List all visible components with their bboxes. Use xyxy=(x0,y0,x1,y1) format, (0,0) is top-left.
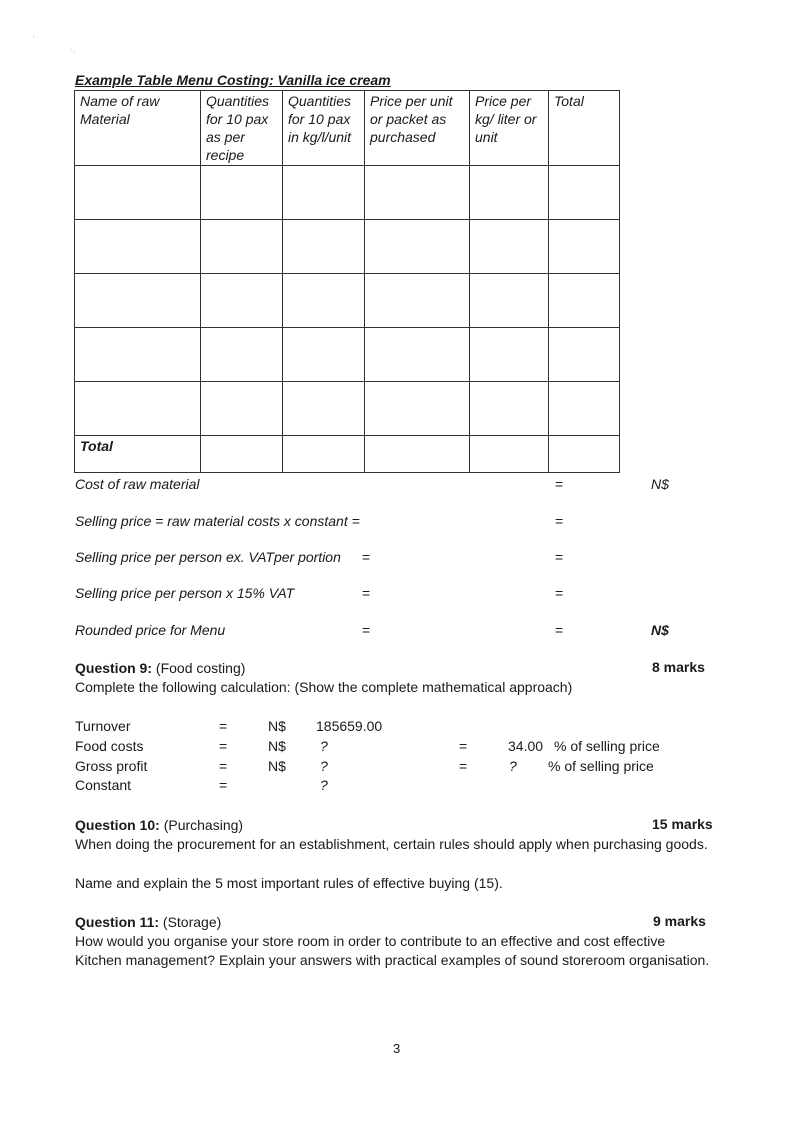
table-row xyxy=(75,220,620,274)
equals-sign: = xyxy=(219,777,228,793)
header-cell: Name of raw Material xyxy=(75,91,201,166)
table-row xyxy=(75,328,620,382)
currency-label: N$ xyxy=(268,718,286,734)
calc-label: Selling price = raw material costs x constant = xyxy=(75,513,360,529)
header-cell: Quantities for 10 pax in kg/l/unit xyxy=(283,91,365,166)
question-11-topic: (Storage) xyxy=(162,914,222,930)
unknown-value: ? xyxy=(320,738,328,754)
table-title: Example Table Menu Costing: Vanilla ice cream xyxy=(75,72,391,88)
equals-sign: = xyxy=(555,622,564,638)
unknown-value: ? xyxy=(320,777,328,793)
unknown-value: ? xyxy=(320,758,328,774)
row-label: Turnover xyxy=(75,718,131,734)
percent-label: % of selling price xyxy=(554,738,660,754)
equals-sign: = xyxy=(362,585,371,601)
question-9-heading xyxy=(75,659,715,678)
equals-sign: = xyxy=(555,585,564,601)
question-10-task: Name and explain the 5 most important rules of effective buying (15). xyxy=(75,875,503,891)
question-9-title: Question 9: xyxy=(75,660,153,676)
percent-value: 34.00 xyxy=(508,738,544,754)
turnover-value: 185659.00 xyxy=(316,718,383,734)
question-9-instruction: Complete the following calculation: (Show the complete mathematical approach) xyxy=(75,679,573,695)
table-row xyxy=(75,382,620,436)
header-cell: Price per kg/ liter or unit xyxy=(470,91,549,166)
equals-sign: = xyxy=(362,622,371,638)
equals-sign: = xyxy=(555,549,564,565)
question-10-text: When doing the procurement for an establishment, certain rules should apply when purchasing goods. xyxy=(75,836,708,852)
equals-sign: = xyxy=(219,718,228,734)
header-cell: Quantities for 10 pax as per recipe xyxy=(201,91,283,166)
table-header-row xyxy=(75,91,620,166)
equals-sign: = xyxy=(219,758,228,774)
question-10-marks: 15 marks xyxy=(652,816,713,832)
table-row xyxy=(75,274,620,328)
question-9-topic: (Food costing) xyxy=(155,660,246,676)
scan-mark: ·. xyxy=(70,44,76,54)
question-10-title: Question 10: xyxy=(75,817,160,833)
total-label: Total xyxy=(75,436,201,473)
currency-label: N$ xyxy=(268,738,286,754)
question-10-topic: (Purchasing) xyxy=(163,817,244,833)
question-11-heading xyxy=(75,913,715,932)
question-11-marks: 9 marks xyxy=(653,913,706,929)
row-label: Constant xyxy=(75,777,132,793)
question-11-text: How would you organise your store room in order to contribute to an effective and cost effective Kitchen management? Explain your answers with practical examples of sound storeroom organisation. xyxy=(75,933,710,968)
page-number: 3 xyxy=(393,1041,401,1056)
header-cell: Price per unit or packet as purchased xyxy=(365,91,470,166)
equals-sign: = xyxy=(555,513,564,529)
question-9-marks: 8 marks xyxy=(652,659,705,675)
question-11-title: Question 11: xyxy=(75,914,160,930)
question-10-heading xyxy=(75,816,715,835)
costing-table xyxy=(74,90,620,473)
table-total-row xyxy=(75,436,620,473)
row-label: Food costs xyxy=(75,738,144,754)
equals-sign: = xyxy=(459,758,468,774)
equals-sign: = xyxy=(555,476,564,492)
calc-label: Rounded price for Menu xyxy=(75,622,226,638)
currency-label: N$ xyxy=(268,758,286,774)
header-cell: Total xyxy=(549,91,620,166)
scan-mark: ′ xyxy=(33,34,35,44)
calc-label: Selling price per person ex. VATper portion xyxy=(75,549,341,565)
calc-label: Cost of raw material xyxy=(75,476,200,492)
calc-label: Selling price per person x 15% VAT xyxy=(75,585,295,601)
percent-label: % of selling price xyxy=(548,758,654,774)
percent-value: ? xyxy=(509,758,517,774)
equals-sign: = xyxy=(362,549,371,565)
equals-sign: = xyxy=(459,738,468,754)
row-label: Gross profit xyxy=(75,758,148,774)
currency-label: N$ xyxy=(651,476,669,492)
currency-label: N$ xyxy=(651,622,669,638)
equals-sign: = xyxy=(219,738,228,754)
table-row xyxy=(75,166,620,220)
